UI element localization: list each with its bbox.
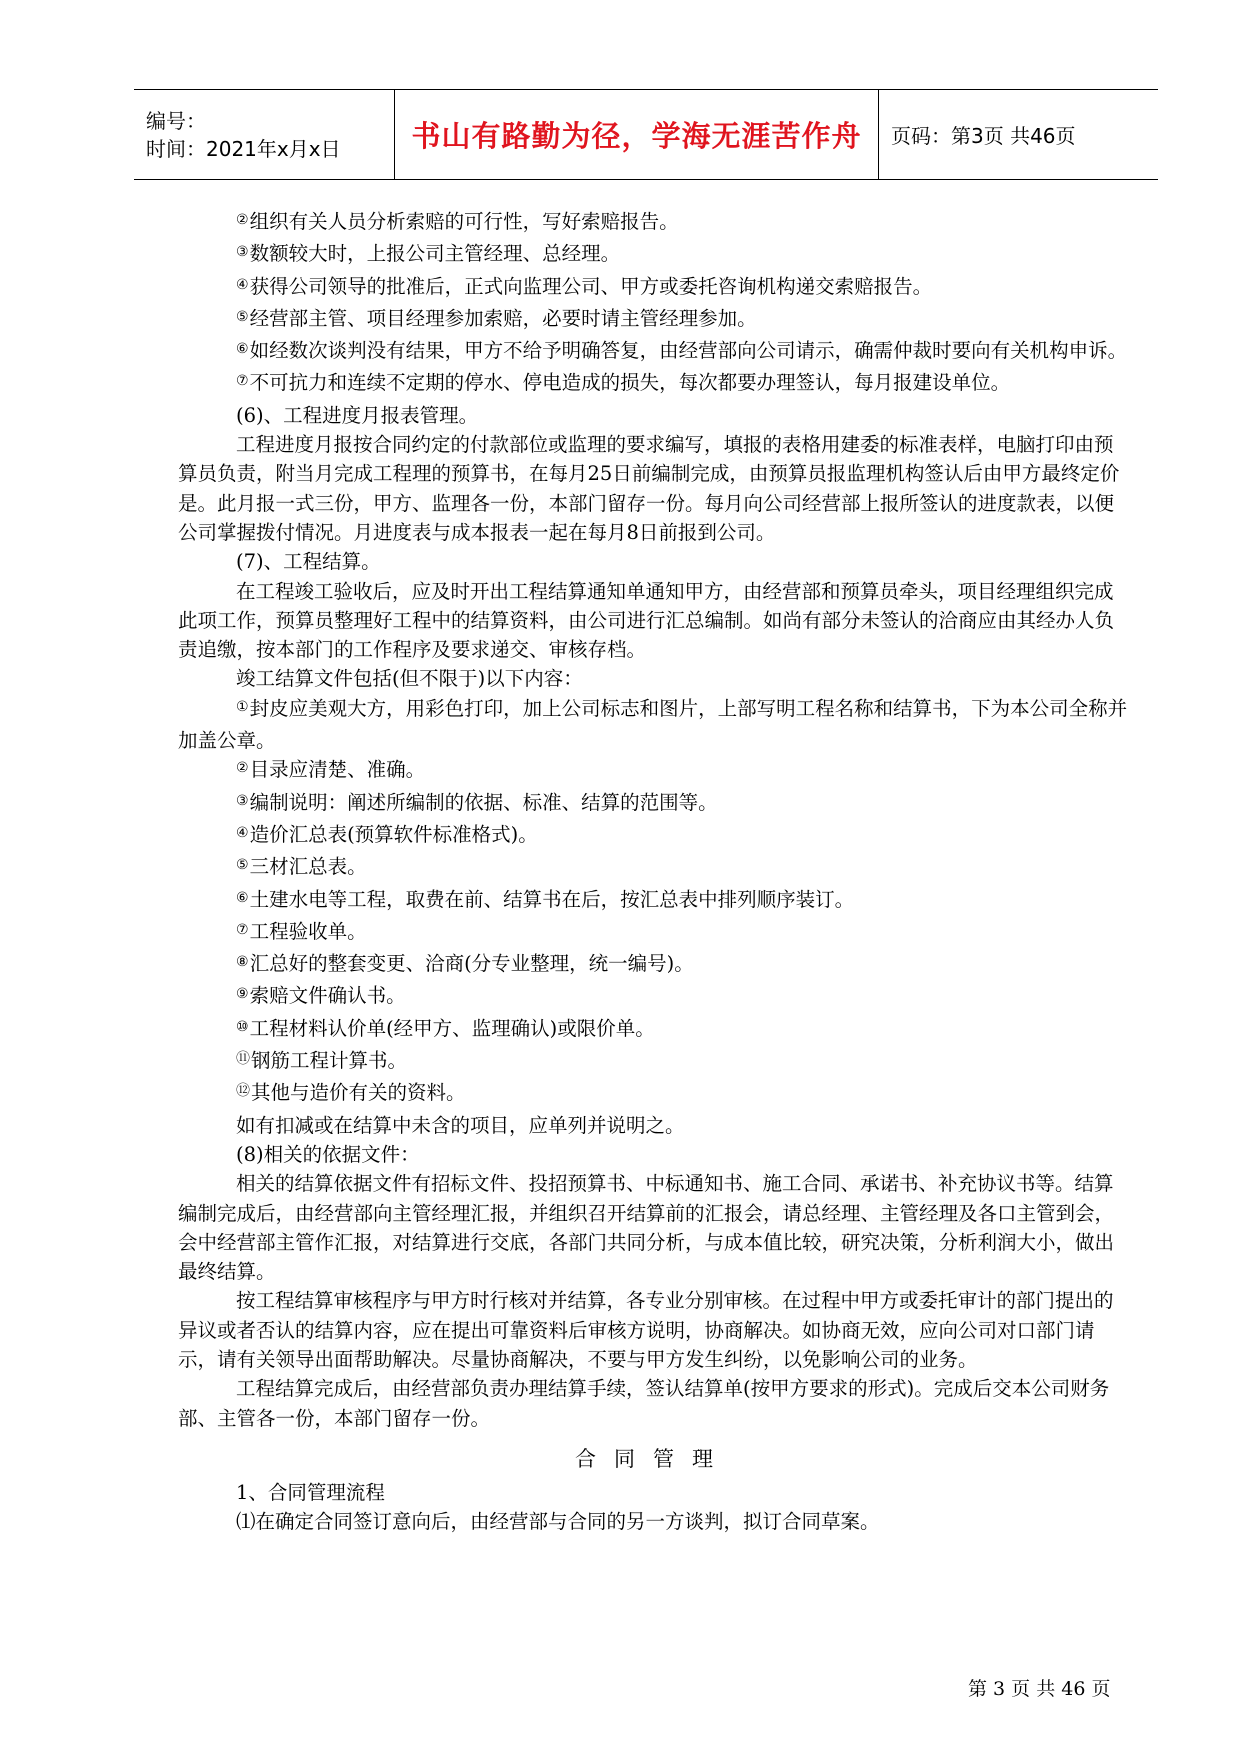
paragraph: ⑴在确定合同签订意向后，由经营部与合同的另一方谈判，拟订合同草案。 xyxy=(236,1510,880,1534)
section-title: (7)、工程结算。 xyxy=(236,550,381,574)
paragraph: 在工程竣工验收后，应及时开出工程结算通知单通知甲方，由经营部和预算员牵头，项目经理组织完成此项工作，预算员整理好工程中的结算资料，由公司进行汇总编制。如尚有部分未签认的洽商应由其经办人负责追缴，按本部门的工作程序及要求递交、审核存档。 xyxy=(178,579,1115,662)
page-header xyxy=(134,89,1158,180)
header-page-cell xyxy=(879,90,1158,179)
list-item: ⑦工程验收单。 xyxy=(236,919,367,943)
list-item: ⑫其他与造价有关的资料。 xyxy=(236,1081,466,1105)
list-item: ①封皮应美观大方，用彩色打印，加上公司标志和图片，上部写明工程名称和结算书，下为本公司全称并加盖公章。 xyxy=(178,696,1128,753)
list-item: ④获得公司领导的批准后，正式向监理公司、甲方或委托咨询机构递交索赔报告。 xyxy=(236,274,933,298)
section-title: (6)、工程进度月报表管理。 xyxy=(236,403,479,427)
list-item: ⑧汇总好的整套变更、洽商(分专业整理，统一编号)。 xyxy=(236,952,694,976)
header-motto: 书山有路勤为径，学海无涯苦作舟 xyxy=(411,119,862,153)
page-footer: 第 3 页 共 46 页 xyxy=(968,1678,1111,1700)
list-item: ⑨索赔文件确认书。 xyxy=(236,984,406,1008)
document-body xyxy=(178,207,1128,1537)
header-motto-cell xyxy=(394,90,879,179)
list-item: ⑩工程材料认价单(经甲方、监理确认)或限价单。 xyxy=(236,1016,655,1040)
paragraph: 工程结算完成后，由经营部负责办理结算手续，签认结算单(按甲方要求的形式)。完成后交本公司财务部、主管各一份，本部门留存一份。 xyxy=(178,1377,1110,1430)
paragraph: 竣工结算文件包括(但不限于)以下内容： xyxy=(236,667,583,691)
paragraph: 工程进度月报按合同约定的付款部位或监理的要求编写，填报的表格用建委的标准表样，电脑打印由预算员负责，附当月完成工程理的预算书，在每月25日前编制完成，由预算员报监理机构签认后由甲方最终定价是。此月报一式三份，甲方、监理各一份，本部门留存一份。每月向公司经营部上报所签认的进度款表，以便公司掌握拨付情况。月进度表与成本报表一起在每月8日前报到公司。 xyxy=(178,433,1120,544)
contract-heading: 合同管理 xyxy=(575,1446,731,1471)
section-title: (8)相关的依据文件： xyxy=(236,1142,420,1166)
list-item: ⑥土建水电等工程，取费在前、结算书在后，按汇总表中排列顺序装订。 xyxy=(236,887,855,911)
list-item: ⑤三材汇总表。 xyxy=(236,855,367,879)
list-item: ③数额较大时，上报公司主管经理、总经理。 xyxy=(236,242,621,266)
paragraph: 按工程结算审核程序与甲方时行核对并结算，各专业分别审核。在过程中甲方或委托审计的部门提出的异议或者否认的结算内容，应在提出可靠资料后审核方说明，协商解决。如协商无效，应向公司对口部门请示，请有关领导出面帮助解决。尽量协商解决，不要与甲方发生纠纷，以免影响公司的业务。 xyxy=(178,1289,1114,1371)
document-time: 时间：2021年x月x日 xyxy=(146,136,341,161)
list-item: ⑤经营部主管、项目经理参加索赔，必要时请主管经理参加。 xyxy=(236,306,757,330)
list-item: ④造价汇总表(预算软件标准格式)。 xyxy=(236,822,538,846)
section-title: 1、合同管理流程 xyxy=(236,1481,385,1505)
list-item: ②目录应清楚、准确。 xyxy=(236,758,426,782)
paragraph: 相关的结算依据文件有招标文件、投招预算书、中标通知书、施工合同、承诺书、补充协议书等。结算编制完成后，由经营部向主管经理汇报，并组织召开结算前的汇报会，请总经理、主管经理及各口主管到会，会中经营部主管作汇报，对结算进行交底，各部门共同分析，与成本值比较，研究决策，分析利润大小，做出最终结算。 xyxy=(178,1172,1115,1284)
header-info xyxy=(134,90,394,179)
header-page-number: 页码：第3页 共46页 xyxy=(891,124,1076,148)
list-item: ②组织有关人员分析索赔的可行性，写好索赔报告。 xyxy=(236,210,679,233)
paragraph: 如有扣减或在结算中未含的项目，应单列并说明之。 xyxy=(236,1113,685,1137)
list-item: ⑥如经数次谈判没有结果，甲方不给予明确答复，由经营部向公司请示，确需仲裁时要向有关机构申诉。 xyxy=(236,339,1128,363)
document-number: 编号： xyxy=(146,108,206,133)
list-item: ③编制说明：阐述所编制的依据、标准、结算的范围等。 xyxy=(236,790,718,814)
list-item: ⑦不可抗力和连续不定期的停水、停电造成的损失，每次都要办理签认，每月报建设单位。 xyxy=(236,371,1011,395)
list-item: ⑪钢筋工程计算书。 xyxy=(236,1049,408,1073)
